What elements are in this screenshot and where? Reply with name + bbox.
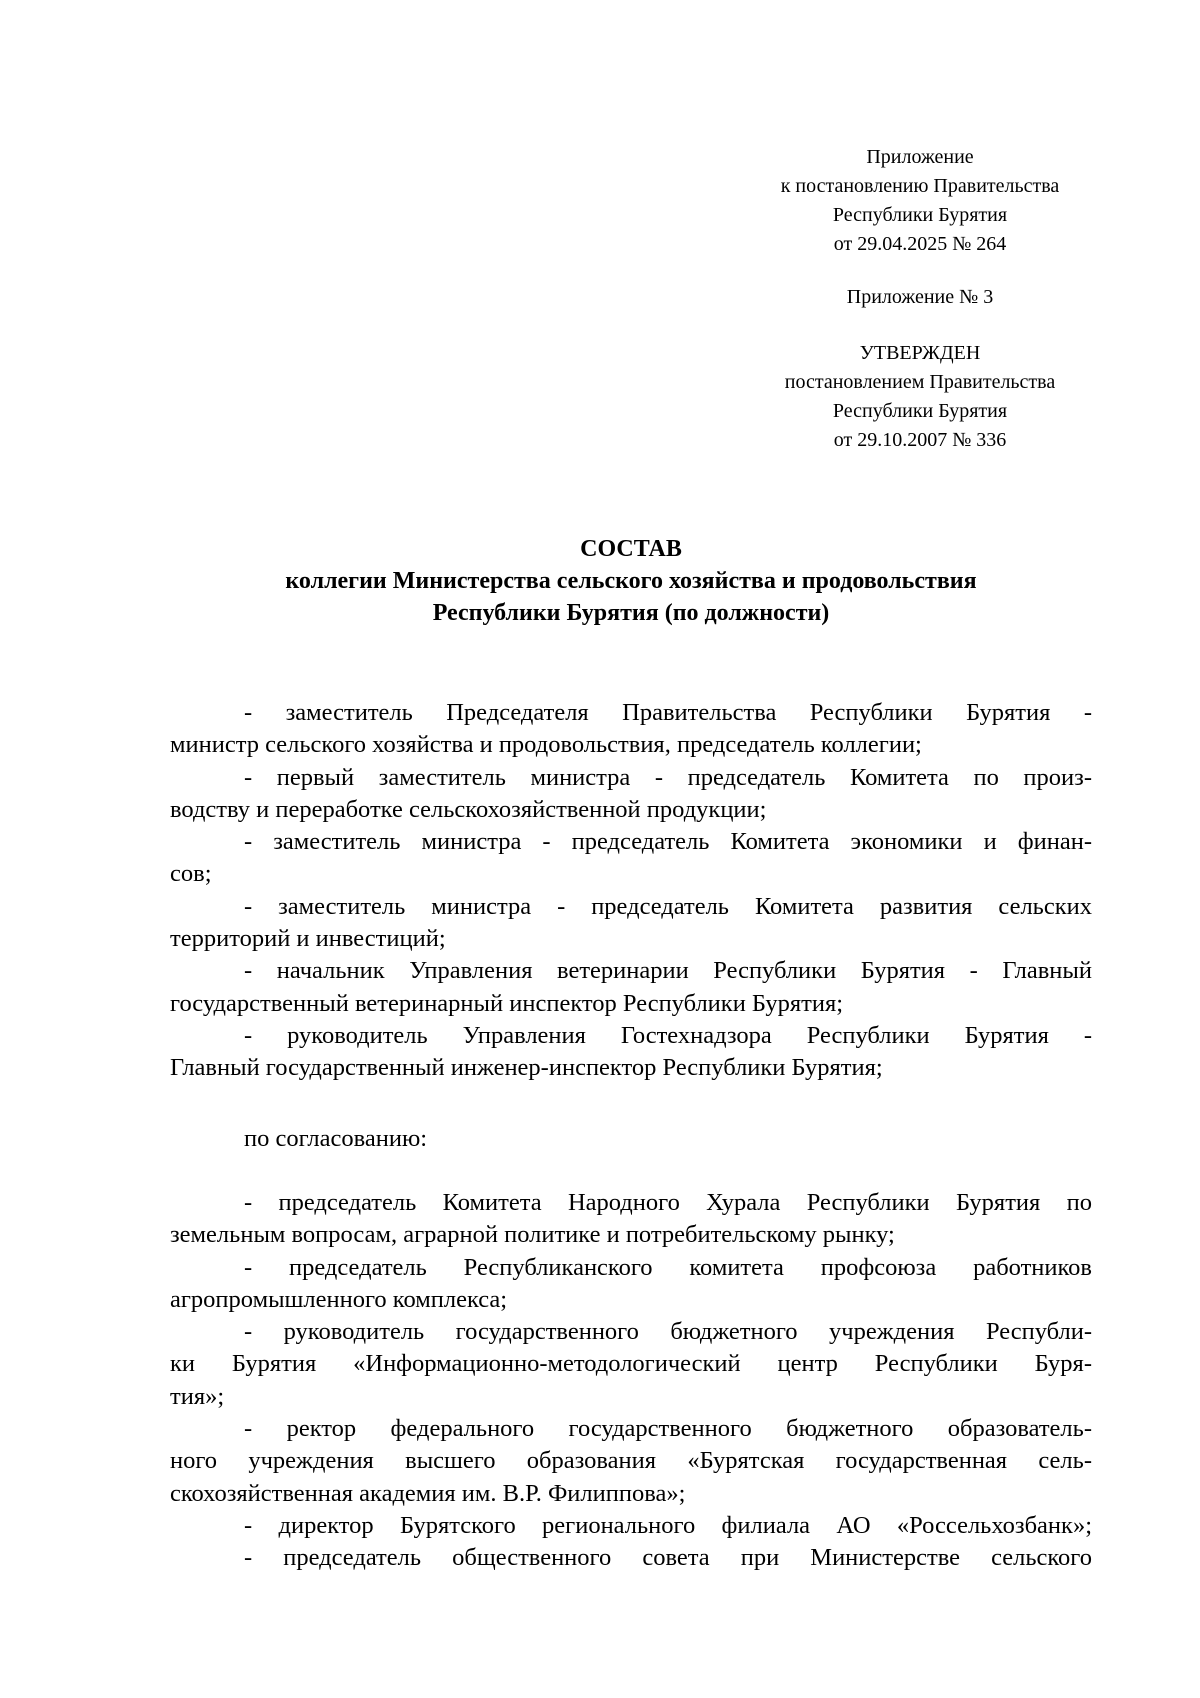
member-line: - заместитель Председателя Правительства Республики Бурятия - [244,699,1092,726]
approved-line: Республики Бурятия [832,400,1008,422]
member-line: территорий и инвестиций; [170,925,446,953]
title-line: коллегии Министерства сельского хозяйства и продовольствия [285,568,977,594]
agreed-member-line: тия»; [170,1382,225,1410]
member-line: - первый заместитель министра - председатель Комитета по произ- [244,763,1092,791]
agreed-member-line: земельным вопросам, аграрной политике и потребительскому рынку; [170,1221,895,1249]
approved-line: от 29.10.2007 № 336 [833,429,1007,451]
member-line: - заместитель министра - председатель Комитета развития сельских [244,892,1092,920]
agreement-label [170,1123,1092,1155]
appendix-line: к постановлению Правительства [780,175,1060,197]
agreed-member-line: - директор Бурятского регионального филиала АО «Россельхозбанк»; [244,1511,1092,1539]
agreed-member-line: - руководитель государственного бюджетного учреждения Республи- [244,1318,1092,1346]
agreement-label-text: по согласованию: [244,1125,428,1152]
agreed-member-line: - ректор федерального государственного бюджетного образователь- [244,1415,1092,1443]
appendix-3-line: Приложение № 3 [846,286,994,308]
agreed-member-line: - председатель Республиканского комитета профсоюза работников [244,1253,1092,1281]
member-line: - заместитель министра - председатель Комитета экономики и финан- [244,828,1092,856]
approved-header [735,339,1105,455]
members-list [170,697,1092,1085]
member-line: сов; [170,860,212,888]
appendix-header [735,143,1105,259]
document-title [170,533,1092,629]
title-line: СОСТАВ [580,536,682,562]
appendix-3-header [785,283,1055,312]
appendix-line: от 29.04.2025 № 264 [833,233,1007,255]
agreed-members-list [170,1187,1092,1575]
member-line: - начальник Управления ветеринарии Республики Бурятия - Главный [244,957,1092,985]
appendix-line: Республики Бурятия [832,204,1008,226]
member-line: Главный государственный инженер-инспектор Республики Бурятия; [170,1054,883,1082]
member-line: государственный ветеринарный инспектор Республики Бурятия; [170,989,844,1017]
agreed-member-line: ки Бурятия «Информационно-методологический центр Республики Буря- [170,1350,1092,1378]
approved-line: постановлением Правительства [784,371,1056,393]
member-line: министр сельского хозяйства и продовольствия, председатель коллегии; [170,731,922,759]
agreed-member-line: - председатель Комитета Народного Хурала Республики Бурятия по [244,1189,1092,1216]
member-line: - руководитель Управления Гостехнадзора Республики Бурятия - [244,1021,1092,1049]
agreed-member-line: - председатель общественного совета при Министерстве сельского [244,1544,1092,1572]
appendix-line: Приложение [866,146,974,168]
approved-line: УТВЕРЖДЕН [859,342,981,364]
agreed-member-line: агропромышленного комплекса; [170,1285,508,1313]
member-line: водству и переработке сельскохозяйственной продукции; [170,795,767,823]
agreed-member-line: скохозяйственная академия им. В.Р. Филиппова»; [170,1479,686,1507]
title-line: Республики Бурятия (по должности) [432,600,830,626]
agreed-member-line: ного учреждения высшего образования «Бурятская государственная сель- [170,1447,1092,1475]
